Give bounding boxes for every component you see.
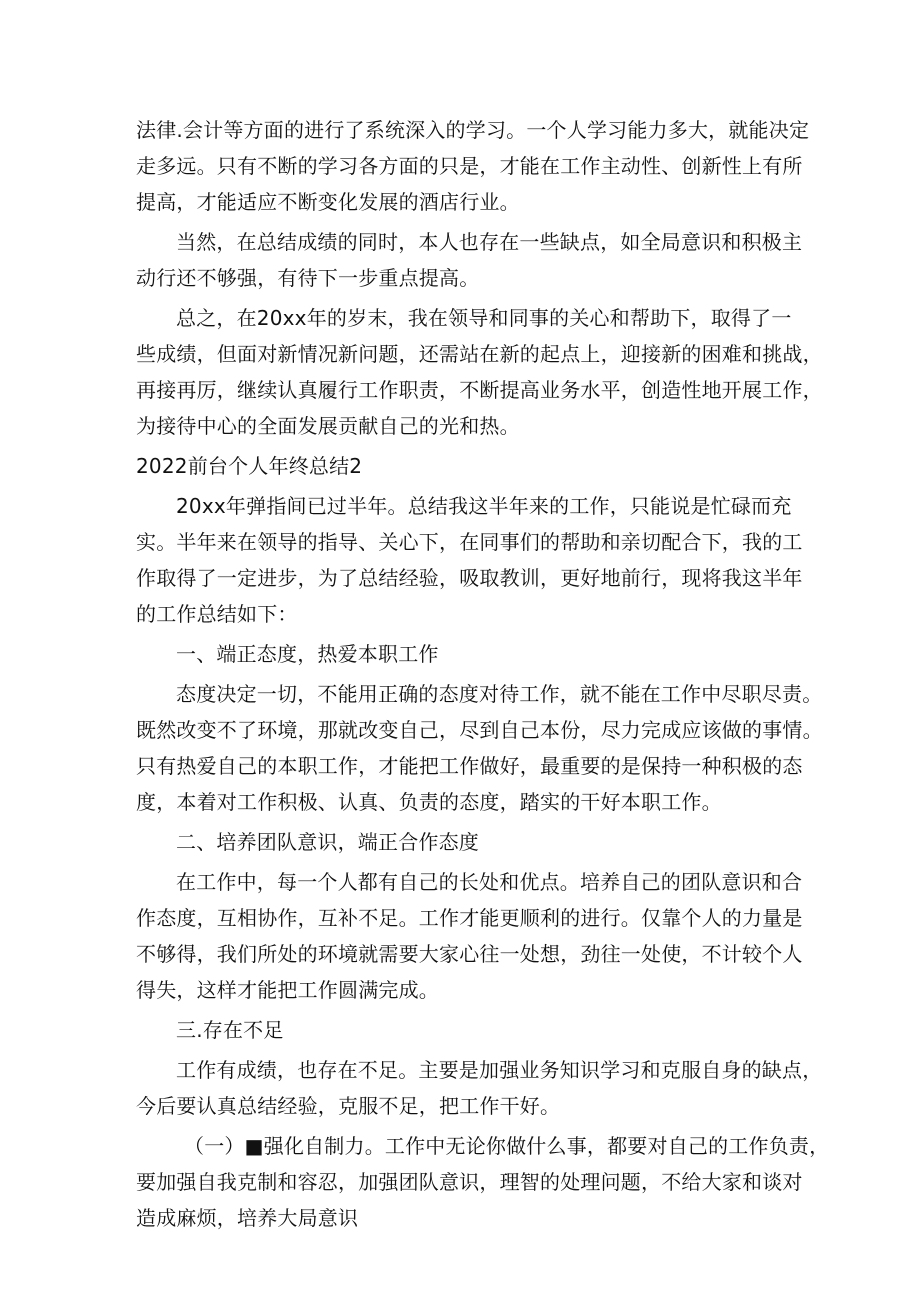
paragraph-deficiencies [136, 1052, 823, 1124]
text-line: 法律.会计等方面的进行了系统深入的学习。一个人学习能力多大，就能决定 [136, 118, 810, 142]
section-title [136, 448, 800, 484]
heading-text: 三.存在不足 [176, 1018, 284, 1042]
paragraph-self-control [136, 1128, 830, 1236]
heading-deficiencies [136, 1012, 800, 1048]
text-line: 20xx年弹指间已过半年。总结我这半年来的工作，只能说是忙碌而充 [176, 494, 792, 518]
heading-teamwork [136, 824, 800, 860]
text-line: （一）■强化自制力。工作中无论你做什么事，都要对自己的工作负责， [184, 1134, 830, 1158]
text-line: 态度决定一切，不能用正确的态度对待工作，就不能在工作中尽职尽责。 [176, 682, 823, 706]
text-line: 只有热爱自己的本职工作，才能把工作做好，最重要的是保持一种积极的态 [136, 754, 803, 778]
section-title-text: 2022前台个人年终总结2 [136, 454, 363, 478]
heading-attitude [136, 636, 800, 672]
text-line: 度，本着对工作积极、认真、负责的态度，踏实的干好本职工作。 [136, 790, 722, 814]
text-line: 今后要认真总结经验，克服不足，把工作干好。 [136, 1094, 561, 1118]
text-line: 总之，在20xx年的岁末，我在领导和同事的关心和帮助下，取得了一 [176, 306, 792, 330]
text-line: 走多远。只有不断的学习各方面的只是，才能在工作主动性、创新性上有所 [136, 154, 803, 178]
text-line: 不够得，我们所处的环境就需要大家心往一处想，劲往一处使，不计较个人 [136, 942, 803, 966]
text-line: 实。半年来在领导的指导、关心下，在同事们的帮助和亲切配合下，我的工 [136, 530, 803, 554]
document-page [136, 112, 830, 1236]
text-line: 些成绩，但面对新情况新问题，还需站在新的起点上，迎接新的困难和挑战， [136, 342, 823, 366]
text-line: 为接待中心的全面发展贡献自己的光和热。 [136, 414, 520, 438]
paragraph-conclusion [136, 300, 823, 444]
text-line: 作取得了一定进步，为了总结经验，吸取教训，更好地前行，现将我这半年 [136, 566, 803, 590]
text-line: 提高，才能适应不断变化发展的酒店行业。 [136, 190, 520, 214]
paragraph-attitude [136, 676, 823, 820]
text-line: 的工作总结如下： [136, 602, 298, 626]
text-line: 工作有成绩，也存在不足。主要是加强业务知识学习和克服自身的缺点， [176, 1058, 823, 1082]
text-line: 在工作中，每一个人都有自己的长处和优点。培养自己的团队意识和合 [176, 870, 803, 894]
text-line: 当然，在总结成绩的同时，本人也存在一些缺点，如全局意识和积极主 [176, 230, 803, 254]
text-line: 再接再厉，继续认真履行工作职责，不断提高业务水平，创造性地开展工作， [136, 378, 823, 402]
text-line: 动行还不够强，有待下一步重点提高。 [136, 266, 480, 290]
heading-text: 二、培养团队意识，端正合作态度 [176, 830, 479, 854]
paragraph-shortcomings [136, 224, 803, 296]
heading-text: 一、端正态度，热爱本职工作 [176, 642, 439, 666]
text-line: 要加强自我克制和容忍，加强团队意识，理智的处理问题，不给大家和谈对 [136, 1170, 803, 1194]
text-line: 既然改变不了环境，那就改变自己，尽到自己本份，尽力完成应该做的事情。 [136, 718, 823, 742]
text-line: 造成麻烦，培养大局意识 [136, 1206, 359, 1230]
text-line: 得失，这样才能把工作圆满完成。 [136, 978, 439, 1002]
paragraph-intro [136, 488, 803, 632]
paragraph-teamwork [136, 864, 803, 1008]
paragraph-study [136, 112, 810, 220]
text-line: 作态度，互相协作，互补不足。工作才能更顺利的进行。仅靠个人的力量是 [136, 906, 803, 930]
